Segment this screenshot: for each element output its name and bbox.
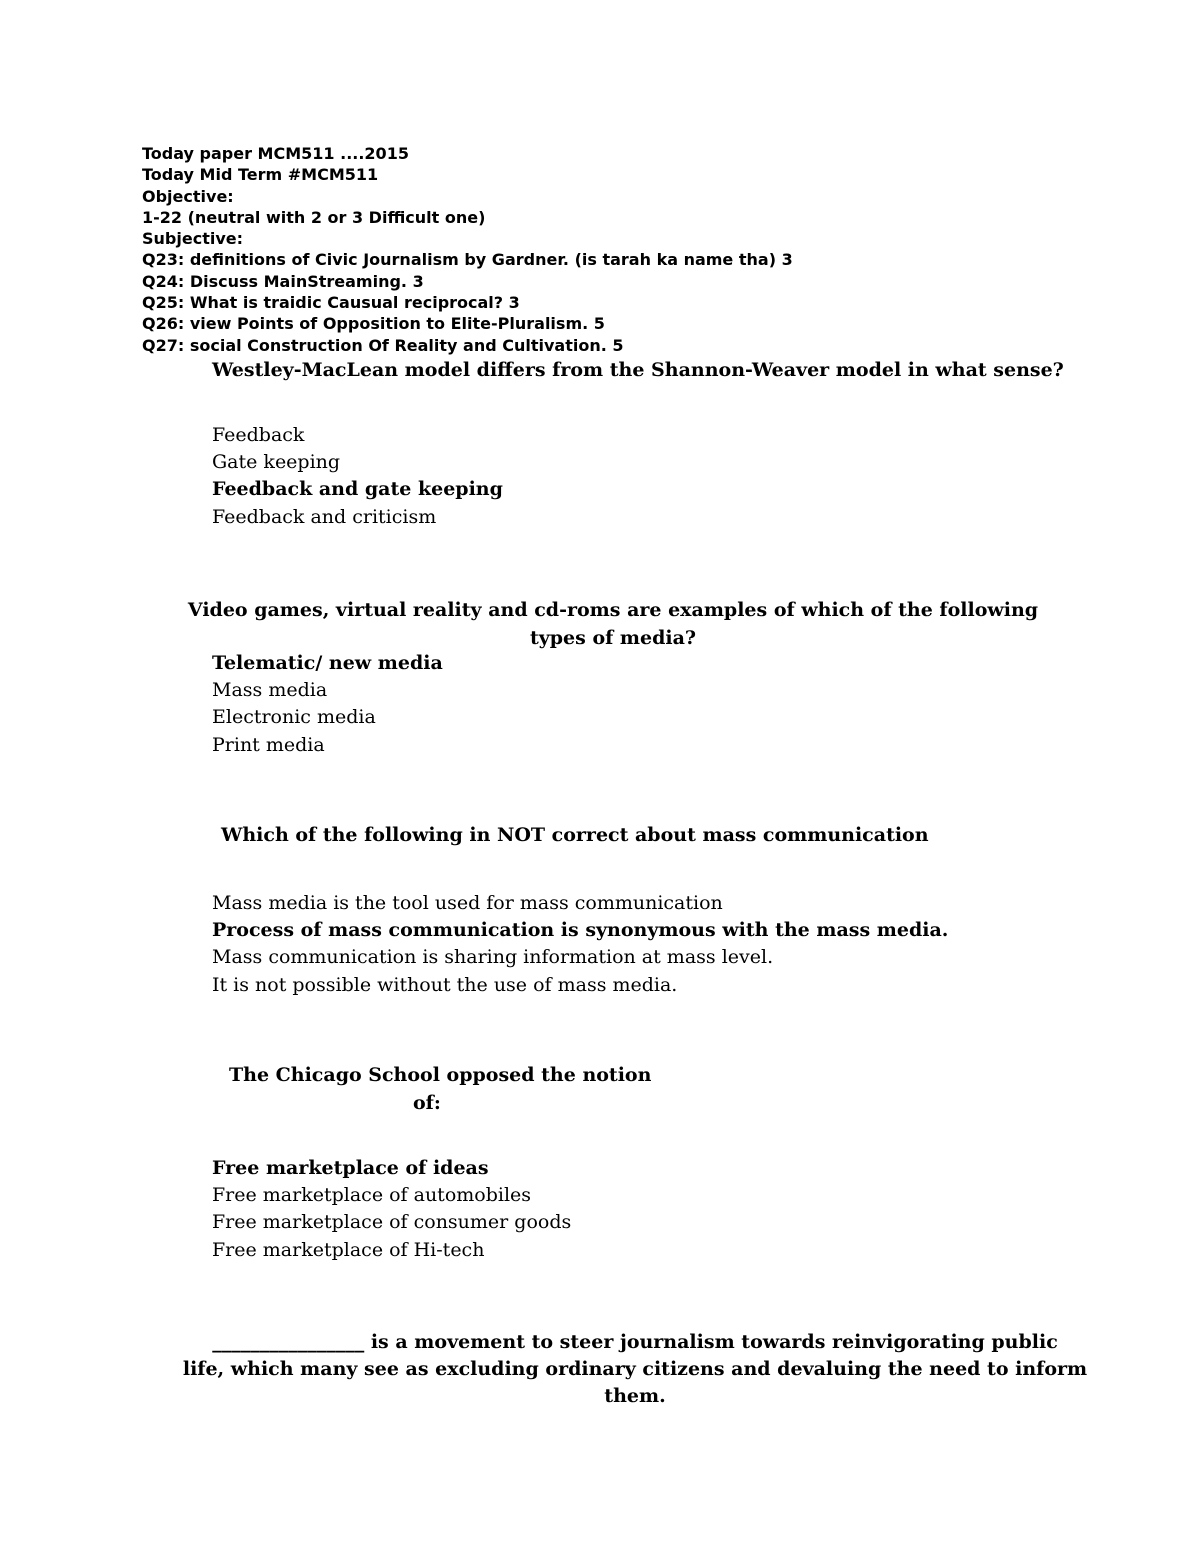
- option: Free marketplace of Hi-tech: [212, 1238, 485, 1261]
- question-text-line: them.: [604, 1385, 666, 1407]
- option: Print media: [212, 733, 325, 756]
- question-5-text: [120, 1329, 1150, 1410]
- header-line: Objective:: [142, 186, 234, 206]
- question-text-line: Video games, virtual reality and cd-roms are examples of which of the following: [187, 599, 1039, 621]
- question-3-options: [212, 890, 948, 999]
- option: Electronic media: [212, 706, 376, 729]
- option: Gate keeping: [212, 451, 341, 474]
- question-3-text: Which of the following in NOT correct about mass communication: [221, 824, 929, 846]
- option: It is not possible without the use of mass media.: [212, 973, 678, 996]
- option: Feedback: [212, 424, 305, 446]
- question-4-text-line2: of:: [413, 1092, 441, 1114]
- question-1-options: [212, 422, 503, 531]
- correct-option: Free marketplace of ideas: [212, 1157, 489, 1179]
- option: Mass communication is sharing information at mass level.: [212, 946, 774, 969]
- header-line: Q27: social Construction Of Reality and Cultivation. 5: [142, 335, 624, 355]
- question-text-span: is a movement to steer journalism towards reinvigorating public: [370, 1331, 1058, 1353]
- question-1-text: Westley-MacLean model differs from the Shannon-Weaver model in what sense?: [212, 359, 1064, 381]
- option: Mass media is the tool used for mass communication: [212, 892, 723, 914]
- correct-option: Process of mass communication is synonymous with the mass media.: [212, 919, 949, 942]
- header-line: 1-22 (neutral with 2 or 3 Difficult one): [142, 207, 486, 227]
- question-text-line: life, which many see as excluding ordinary citizens and devaluing the need to inform: [182, 1358, 1088, 1380]
- question-text-line: [120, 1329, 1150, 1356]
- question-4-options: [212, 1155, 571, 1264]
- fill-in-blank: ________________: [212, 1331, 365, 1353]
- header-line: Q23: definitions of Civic Journalism by Gardner. (is tarah ka name tha) 3: [142, 250, 793, 270]
- option: Feedback and criticism: [212, 505, 437, 528]
- question-2-options: [212, 650, 443, 759]
- paper-header: [142, 143, 793, 356]
- header-line: Subjective:: [142, 229, 243, 249]
- header-line: Q25: What is traidic Causual reciprocal? 3: [142, 293, 520, 313]
- question-text-line: types of media?: [529, 627, 697, 649]
- option: Mass media: [212, 679, 328, 702]
- option: Free marketplace of automobiles: [212, 1184, 532, 1207]
- header-line: Today Mid Term #MCM511: [142, 165, 379, 185]
- option: Free marketplace of consumer goods: [212, 1211, 572, 1234]
- header-line: Today paper MCM511 ....2015: [142, 144, 409, 163]
- header-line: Q24: Discuss MainStreaming. 3: [142, 271, 424, 291]
- correct-option: Telematic/ new media: [212, 652, 443, 674]
- question-2-text: [160, 596, 1066, 652]
- correct-option: Feedback and gate keeping: [212, 478, 503, 501]
- header-line: Q26: view Points of Opposition to Elite-Pluralism. 5: [142, 314, 605, 334]
- question-4-text-line1: The Chicago School opposed the notion: [229, 1064, 652, 1086]
